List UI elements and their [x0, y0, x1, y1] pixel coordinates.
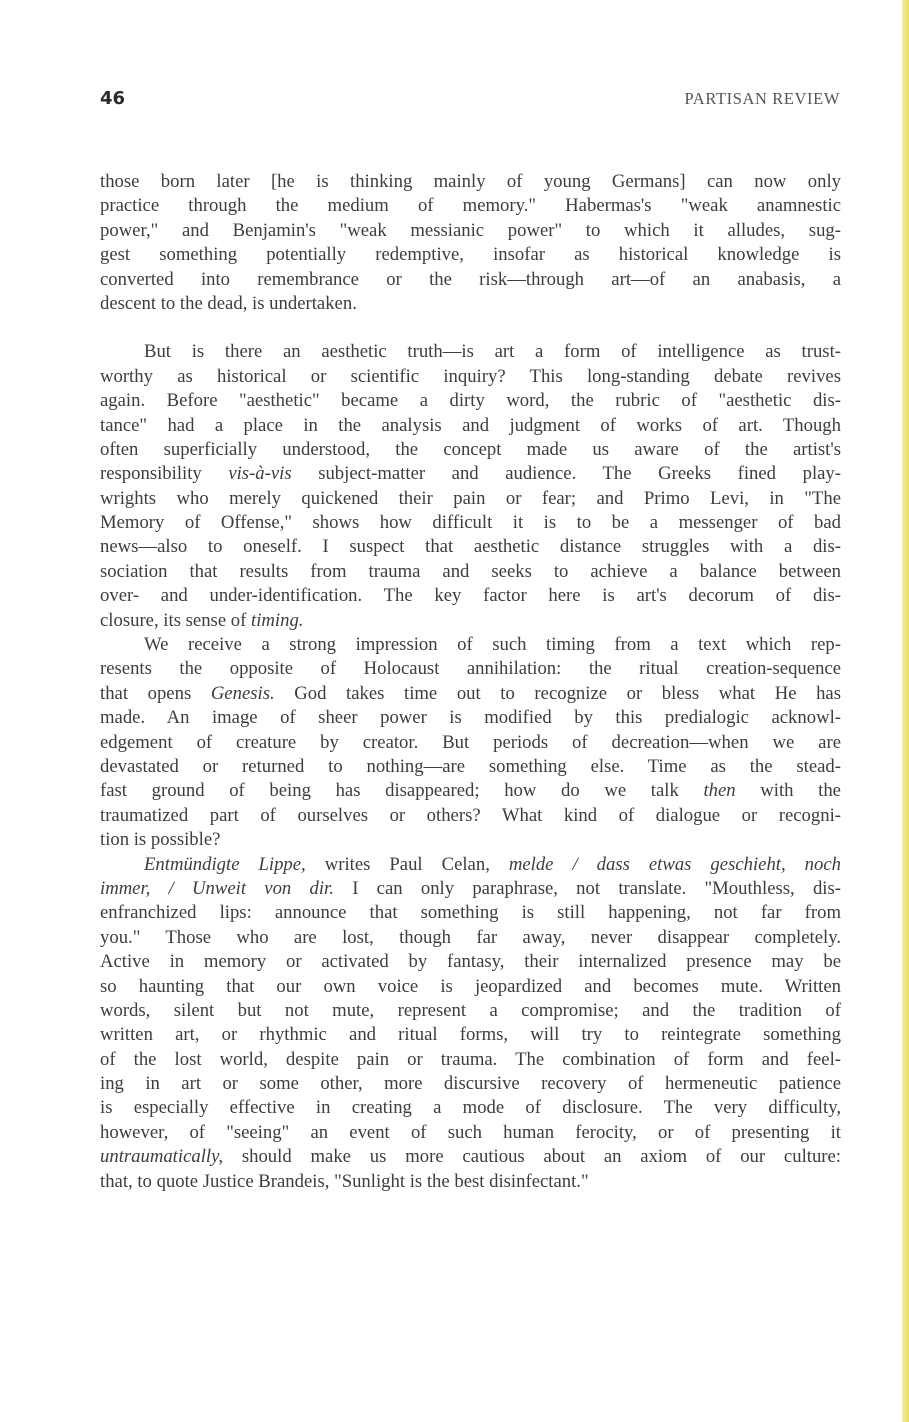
text-run: subject-matter and audience. The Greeks fined play- [291, 463, 841, 485]
text-line: resents the opposite of Holocaust annihilation: the ritual creation-sequence [100, 658, 841, 680]
text-line: those born later [he is thinking mainly of young Germans] can now only [100, 171, 841, 192]
italic-phrase: then [703, 780, 736, 802]
text-line [100, 779, 841, 803]
text-line: devastated or returned to nothing—are something else. Time as the stead- [100, 755, 841, 777]
italic-phrase: Genesis. [210, 682, 275, 704]
running-head: PARTISAN REVIEW [684, 89, 840, 108]
text-line: you." Those who are lost, though far away, never disappear completely. [100, 926, 841, 948]
text-run: closure, its sense of [100, 609, 252, 631]
text-line: sociation that results from trauma and seeks to achieve a balance between [100, 560, 841, 582]
text-line: however, of "seeing" an event of such human ferocity, or of presenting it [100, 1121, 841, 1143]
body-text [100, 170, 841, 1194]
page-edge-strip [902, 0, 909, 1422]
page-number: 46 [100, 88, 126, 109]
italic-phrase: untraumatically, [100, 1146, 224, 1168]
text-run: writes Paul Celan, [305, 853, 509, 875]
text-run: responsibility [100, 463, 229, 485]
text-line: again. Before "aesthetic" became a dirty word, the rubric of "aesthetic dis- [100, 390, 841, 412]
paragraph-3 [100, 633, 841, 853]
text-line: Active in memory or activated by fantasy, their internalized presence may be [100, 951, 841, 973]
paragraph-4 [100, 853, 841, 1194]
text-run: God takes time out to recognize or bless what He has [274, 682, 841, 704]
text-line [100, 609, 841, 633]
text-line [100, 853, 841, 877]
text-line: Memory of Offense," shows how difficult it is to be a messenger of bad [100, 512, 841, 534]
text-line: is especially effective in creating a mode of disclosure. The very difficulty, [100, 1097, 841, 1119]
text-line: practice through the medium of memory." Habermas's "weak anamnestic [100, 195, 841, 217]
text-line: made. An image of sheer power is modified by this predialogic acknowl- [100, 707, 841, 729]
text-line: news—also to oneself. I suspect that aesthetic distance struggles with a dis- [100, 536, 841, 558]
text-line: ing in art or some other, more discursive recovery of hermeneutic patience [100, 1073, 841, 1095]
italic-phrase: vis-à-vis [228, 463, 292, 485]
text-line: tion is possible? [100, 829, 221, 851]
text-line: edgement of creature by creator. But periods of decreation—when we are [100, 731, 841, 753]
text-run: that opens [100, 682, 211, 704]
text-line [100, 682, 841, 706]
text-line: traumatized part of ourselves or others? What kind of dialogue or recogni- [100, 804, 841, 826]
text-line: descent to the dead, is undertaken. [100, 292, 357, 314]
paragraph-1 [100, 170, 841, 316]
text-run: with the [735, 780, 841, 802]
text-line: so haunting that our own voice is jeopardized and becomes mute. Written [100, 975, 841, 997]
text-line: often superficially understood, the concept made us aware of the artist's [100, 438, 841, 460]
text-line: enfranchized lips: announce that something is still happening, not far from [100, 902, 841, 924]
text-line: tance" had a place in the analysis and judgment of works of art. Though [100, 414, 841, 436]
text-run: should make us more cautious about an axiom of our culture: [223, 1146, 841, 1168]
text-line: written art, or rhythmic and ritual forms, will try to reintegrate something [100, 1024, 841, 1046]
text-run: I can only paraphrase, not translate. "Mouthless, dis- [333, 877, 841, 899]
italic-phrase: melde / dass etwas geschieht, noch [508, 853, 841, 875]
text-line: worthy as historical or scientific inquiry? This long-standing debate revives [100, 365, 841, 387]
text-line: over- and under-identification. The key factor here is art's decorum of dis- [100, 585, 841, 607]
text-line: We receive a strong impression of such timing from a text which rep- [144, 634, 841, 656]
text-line: But is there an aesthetic truth—is art a form of intelligence as trust- [144, 341, 841, 363]
text-line [100, 877, 841, 901]
text-line: words, silent but not mute, represent a compromise; and the tradition of [100, 999, 841, 1021]
paragraph-2 [100, 340, 841, 633]
italic-phrase: Entmündigte Lippe, [144, 853, 306, 875]
text-line: power," and Benjamin's "weak messianic power" to which it alludes, sug- [100, 219, 841, 241]
text-line: wrights who merely quickened their pain or fear; and Primo Levi, in "The [100, 487, 841, 509]
section-break [100, 316, 841, 340]
text-line: of the lost world, despite pain or trauma. The combination of form and feel- [100, 1048, 841, 1070]
text-line [100, 1145, 841, 1169]
italic-phrase: immer, / Unweit von dir. [100, 877, 334, 899]
text-line: converted into remembrance or the risk—through art—of an anabasis, a [100, 268, 841, 290]
text-line [100, 462, 841, 486]
italic-phrase: timing. [251, 609, 304, 631]
page-header [100, 88, 840, 112]
text-run: fast ground of being has disappeared; how do we talk [100, 780, 704, 802]
text-line: gest something potentially redemptive, insofar as historical knowledge is [100, 244, 841, 266]
text-line: that, to quote Justice Brandeis, "Sunlight is the best disinfectant." [100, 1170, 589, 1192]
